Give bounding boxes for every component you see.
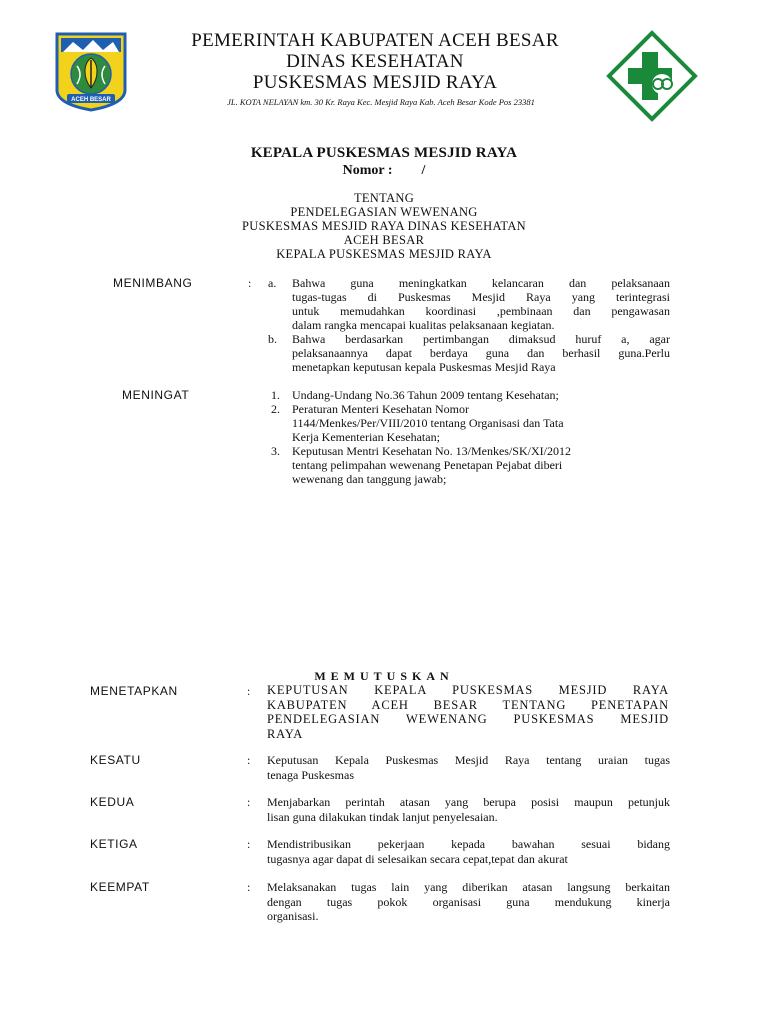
menimbang-colon: : [248, 276, 252, 290]
tentang-heading: TENTANG [353, 191, 415, 205]
text-line: Bahwa berdasarkan pertimbangan dimaksud huruf a, agar [292, 332, 670, 346]
text-line: dalam rangka mencapai kualitas pelaksanaan kegiatan. [292, 318, 555, 332]
text-line: KEPUTUSAN KEPALA PUSKESMAS MESJID RAYA [267, 683, 669, 697]
menimbang-label: MENIMBANG [113, 276, 193, 290]
menetapkan-label: MENETAPKAN [90, 684, 178, 698]
decision-colon: : [247, 795, 251, 809]
text-line: dengan tugas pokok organisasi guna mendukung kinerja [267, 894, 670, 909]
kedua-label: KEDUA [90, 795, 135, 809]
text-line: untuk memudahkan koordinasi ,pembinaan dan pengawasan [292, 304, 670, 318]
text-line: Undang-Undang No.36 Tahun 2009 tentang Kesehatan; [292, 388, 559, 402]
menetapkan-text [267, 683, 669, 741]
subject-line: ACEH BESAR [343, 233, 425, 247]
nomor-value: / [421, 163, 426, 178]
text-line: Mendistribusikan pekerjaan kepada bawahan sesuai bidang [267, 837, 670, 851]
subject-block [0, 191, 768, 261]
text-line: Kerja Kementerian Kesehatan; [292, 430, 440, 444]
text-line: tugasnya agar dapat di selesaikan secara cepat,tepat dan akurat [267, 851, 568, 866]
ketiga-text [267, 837, 670, 866]
text-line: wewenang dan tanggung jawab; [292, 472, 447, 486]
text-line: tenaga Puskesmas [267, 767, 354, 782]
kesatu-text [267, 753, 670, 782]
text-line: Menjabarkan perintah atasan yang berupa posisi maupun petunjuk [267, 795, 670, 809]
nomor-label: Nomor : [342, 163, 393, 178]
subject-line: KEPALA PUSKESMAS MESJID RAYA [276, 247, 492, 261]
mengingat-item-1 [292, 388, 672, 402]
mengingat-item-2 [292, 402, 672, 444]
keempat-label: KEEMPAT [90, 880, 150, 894]
subject-line: PUSKESMAS MESJID RAYA DINAS KESEHATAN [242, 219, 526, 233]
letterhead-line3: PUSKESMAS MESJID RAYA [252, 72, 498, 93]
text-line: Peraturan Menteri Kesehatan Nomor [292, 402, 469, 416]
letterhead-address: JL. KOTA NELAYAN km. 30 Kr. Raya Kec. Mesjid Raya Kab. Aceh Besar Kode Pos 23381 [227, 97, 535, 107]
letterhead [145, 30, 605, 108]
decision-colon: : [247, 684, 251, 698]
menimbang-item-a [292, 276, 670, 332]
mengingat-item-mark: 1. [271, 388, 280, 402]
text-line: RAYA [267, 726, 304, 741]
decision-colon: : [247, 837, 251, 851]
menimbang-item-b [292, 332, 670, 374]
text-line: Keputusan Mentri Kesehatan No. 13/Menkes/SK/XI/2012 [292, 444, 571, 458]
mengingat-item-3 [292, 444, 672, 486]
memutuskan-heading: MEMUTUSKAN [314, 669, 454, 683]
puskesmas-cross-icon [606, 30, 698, 122]
text-line: pelaksanaannya dapat berdaya guna dan berhasil guna.Perlu [292, 346, 670, 360]
text-line: Bahwa guna meningkatkan kelancaran dan pelaksanaan [292, 276, 670, 290]
text-line: Keputusan Kepala Puskesmas Mesjid Raya tentang uraian tugas [267, 753, 670, 767]
text-line: 1144/Menkes/Per/VIII/2010 tentang Organisasi dan Tata [292, 416, 564, 430]
text-line: KABUPATEN ACEH BESAR TENTANG PENETAPAN [267, 697, 669, 712]
mengingat-item-mark: 2. [271, 402, 280, 416]
text-line: tugas-tugas di Puskesmas Mesjid Raya yang terintegrasi [292, 290, 670, 304]
text-line: organisasi. [267, 909, 319, 923]
aceh-besar-emblem-icon [53, 30, 129, 112]
text-line: Melaksanakan tugas lain yang diberikan atasan langsung berkaitan [267, 880, 670, 894]
menimbang-item-mark: a. [268, 276, 277, 290]
text-line: PENDELEGASIAN WEWENANG PUSKESMAS MESJID [267, 712, 669, 726]
text-line: tentang pelimpahan wewenang Penetapan Pejabat diberi [292, 458, 563, 472]
text-line: lisan guna dilakukan tindak lanjut penyelesaian. [267, 809, 498, 824]
keempat-text [267, 880, 670, 924]
ketiga-label: KETIGA [90, 837, 138, 851]
letterhead-line1: PEMERINTAH KABUPATEN ACEH BESAR [191, 30, 559, 51]
mengingat-label: MENINGAT [122, 388, 190, 402]
text-line: menetapkan keputusan kepala Puskesmas Mesjid Raya [292, 360, 556, 374]
emblem-caption: ACEH BESAR [71, 97, 111, 103]
decision-colon: : [247, 753, 251, 767]
decision-colon: : [247, 880, 251, 894]
kesatu-label: KESATU [90, 753, 141, 767]
letterhead-line2: DINAS KESEHATAN [286, 51, 464, 72]
kedua-text [267, 795, 670, 824]
decree-number [0, 163, 768, 179]
subject-line: PENDELEGASIAN WEWENANG [290, 205, 478, 219]
menimbang-item-mark: b. [268, 332, 277, 346]
mengingat-item-mark: 3. [271, 444, 280, 458]
decree-title: KEPALA PUSKESMAS MESJID RAYA [250, 145, 518, 161]
